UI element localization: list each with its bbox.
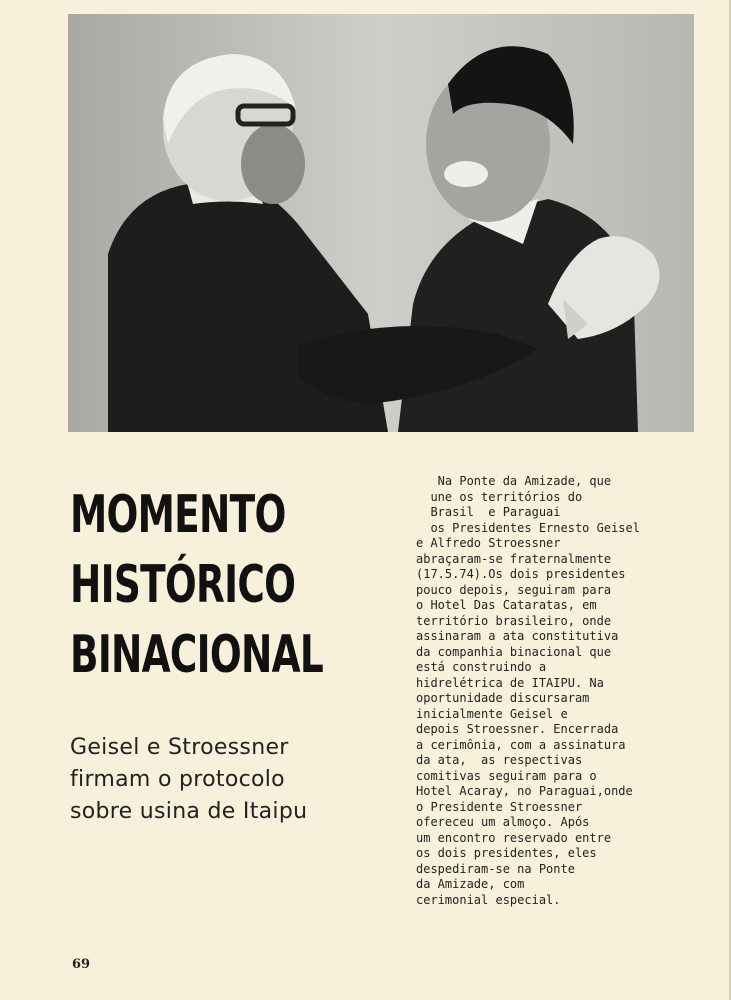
body-line: os Presidentes Ernesto Geisel [416,520,640,535]
body-line: depois Stroessner. Encerrada [416,722,619,736]
body-line: da Amizade, com [416,877,525,891]
body-line: os dois presidentes, eles [416,846,597,860]
body-line: território brasileiro, onde [416,613,612,628]
headline-line-1: MOMENTO [70,485,286,545]
photo-image [68,14,694,432]
subtitle-line-1: Geisel e Stroessner [70,735,289,760]
body-line: a cerimônia, com a assinatura [416,737,626,752]
headline-line-3: BINACIONAL [70,625,323,685]
body-line: assinaram a ata constitutiva [416,629,619,643]
body-line: comitivas seguiram para o [416,768,597,783]
subtitle-line-2: firmam o protocolo [70,767,285,792]
body-line: Hotel Acaray, no Paraguai,onde [416,784,633,798]
body-line: abraçaram-se fraternalmente [416,551,612,566]
article-body [416,474,716,908]
body-line: está construindo a [416,660,547,674]
body-line: da ata, as respectivas [416,753,583,767]
photo-presidents-embrace [68,14,694,432]
body-line: une os territórios do [416,489,583,504]
body-line: e Alfredo Stroessner [416,536,561,550]
body-line: pouco depois, seguiram para [416,582,612,597]
body-line: oportunidade discursaram [416,691,590,705]
body-line: o Hotel Das Cataratas, em [416,598,597,612]
body-line: Brasil e Paraguai [416,505,561,519]
body-line: da companhia binacional que [416,644,612,659]
body-line: hidrelétrica de ITAIPU. Na [416,675,604,690]
body-line: um encontro reservado entre [416,830,612,845]
body-line: cerimonial especial. [416,892,561,907]
body-line: inicialmente Geisel e [416,706,568,721]
body-line: ofereceu um almoço. Após [416,815,590,829]
page-number: 69 [72,957,91,972]
article-subtitle [70,732,390,828]
body-line: despediram-se na Ponte [416,861,575,876]
article-headline [70,480,323,690]
subtitle-line-3: sobre usina de Itaipu [70,799,308,824]
body-line: o Presidente Stroessner [416,799,583,814]
headline-line-2: HISTÓRICO [70,555,296,615]
body-line: (17.5.74).Os dois presidentes [416,567,626,581]
body-line: Na Ponte da Amizade, que [416,474,612,488]
